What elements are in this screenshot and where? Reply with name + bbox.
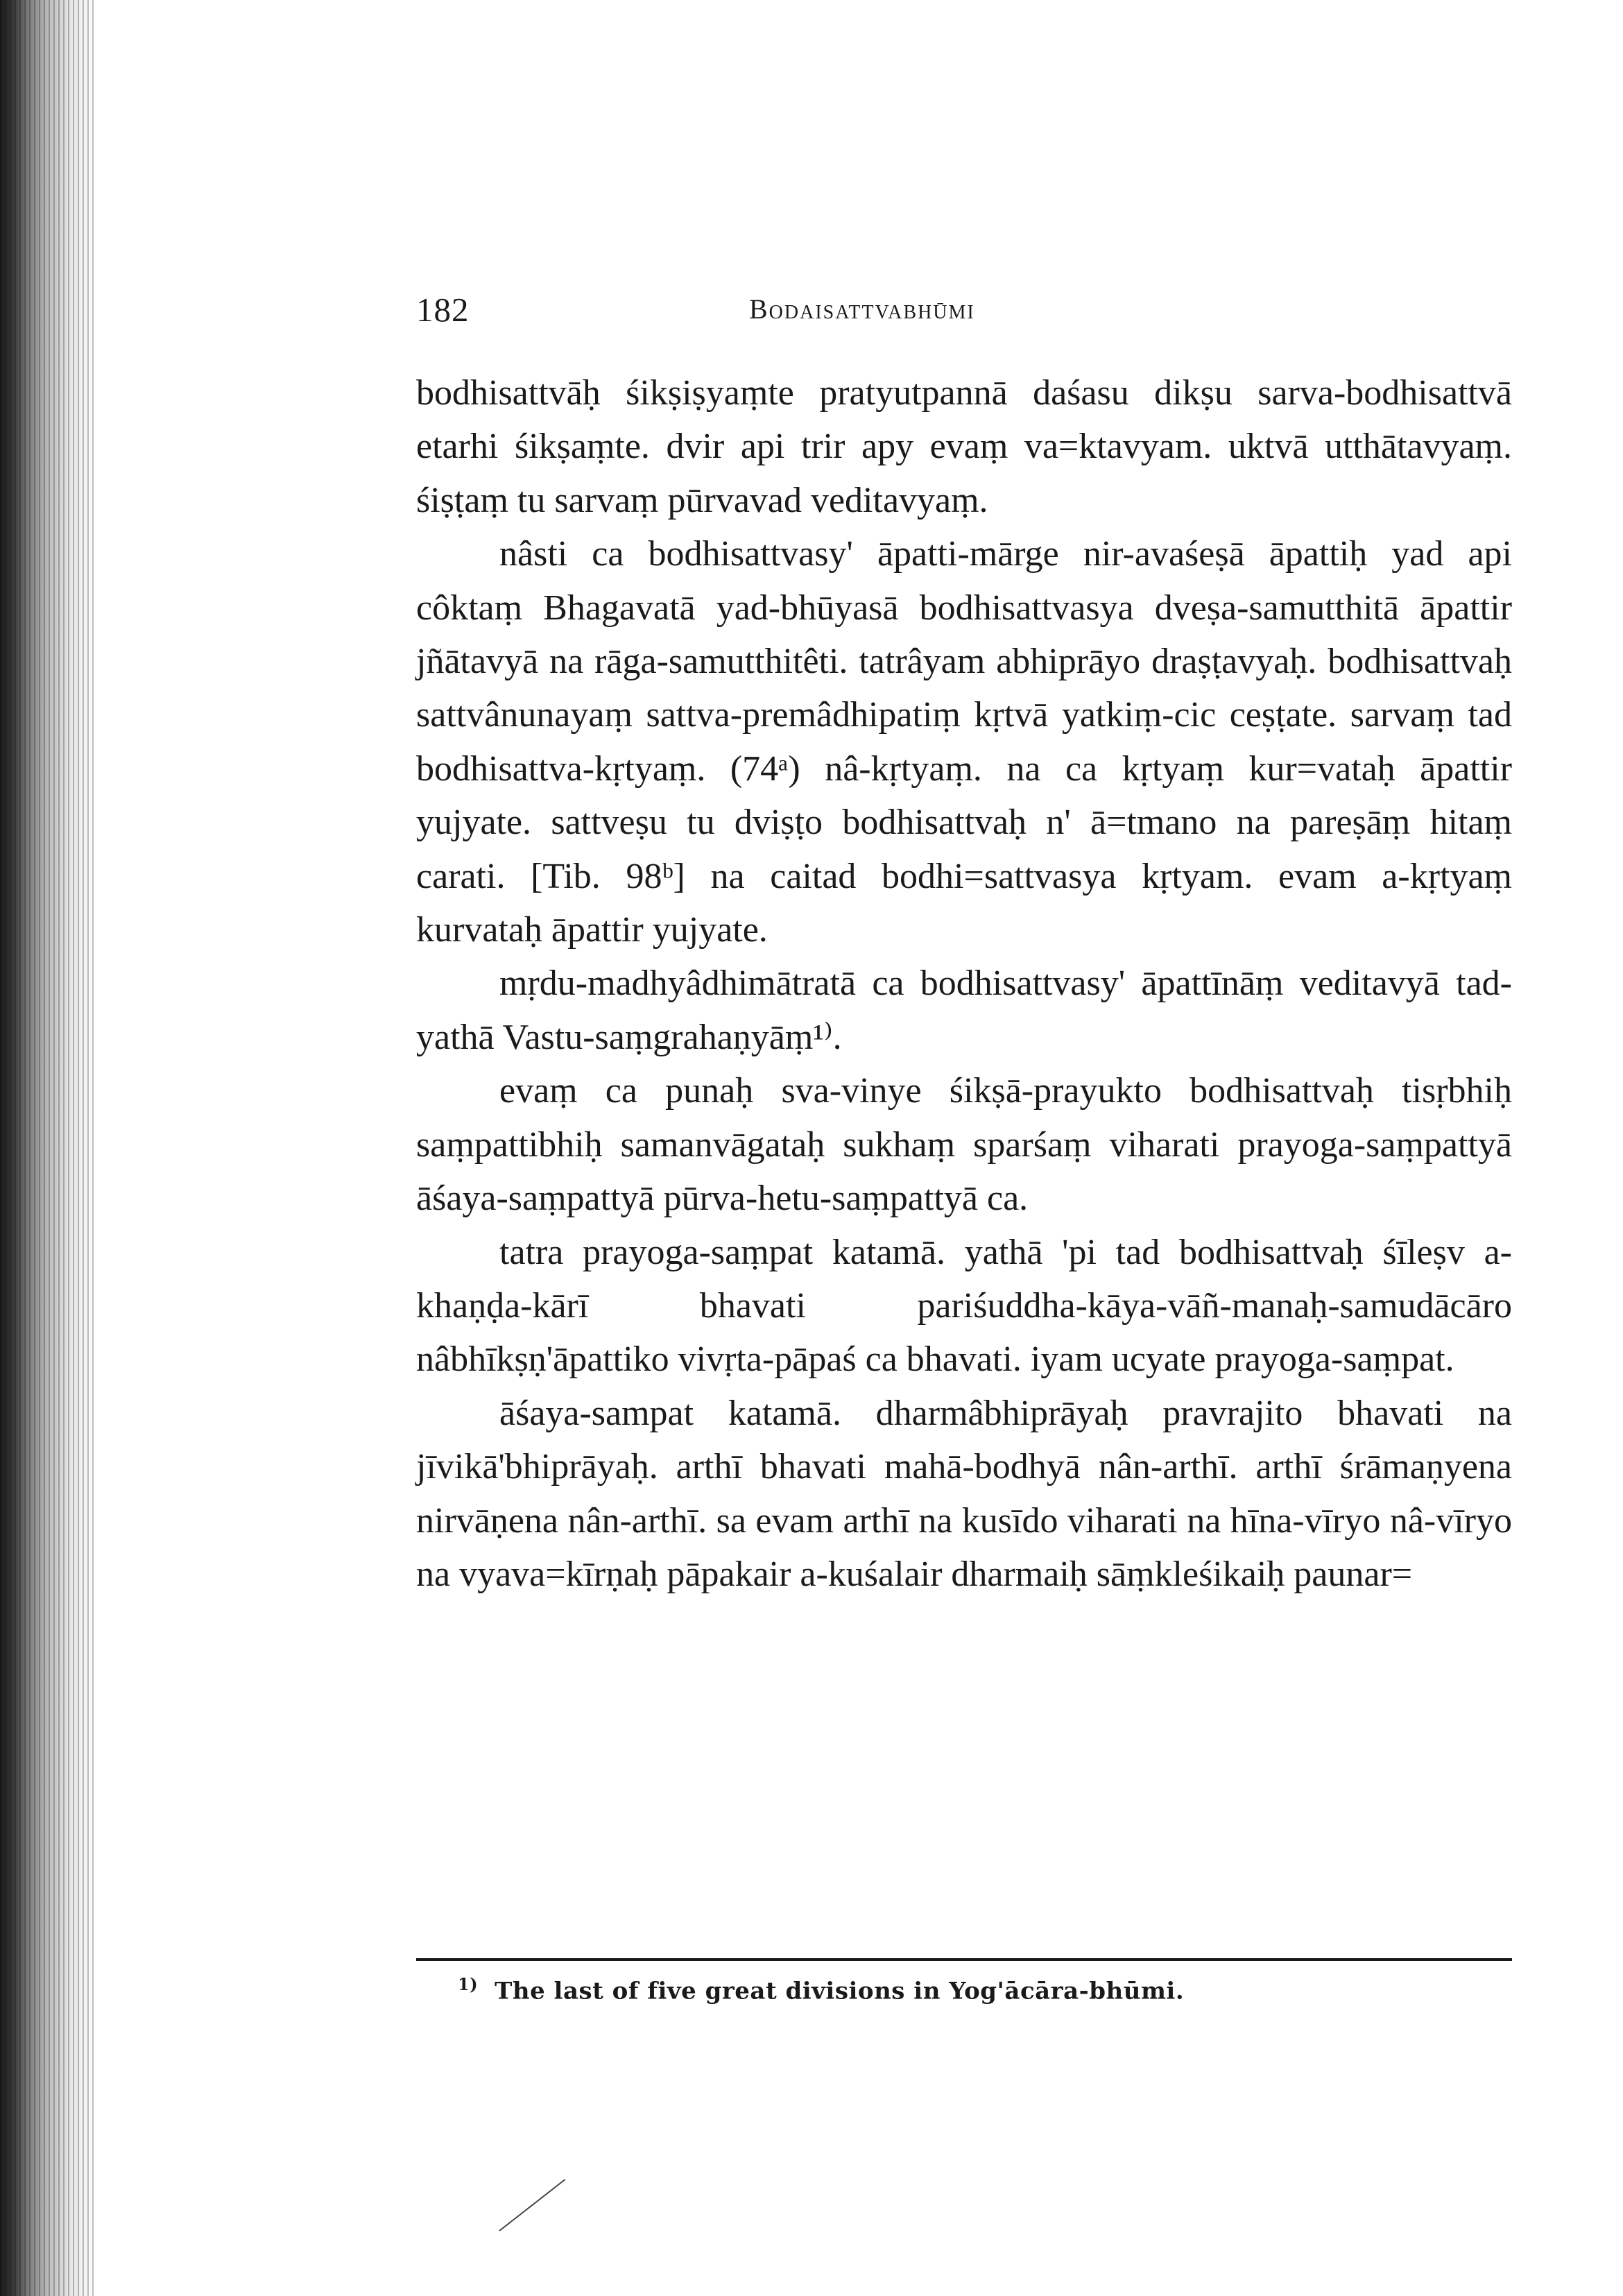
- footnote-text: The last of five great divisions in Yog'ācāra-bhūmi.: [495, 1977, 1185, 2005]
- page-number: 182: [416, 291, 470, 329]
- paragraph-5: tatra prayoga-saṃpat katamā. yathā 'pi tad bodhisattvaḥ śīleṣv a-khaṇḍa-kārī bhavati pariśuddha-kāya-vāñ-manaḥ-samudācāro nâbhīkṣṇ'āpattiko vivṛta-pāpaś ca bhavati. iyam ucyate prayoga-saṃpat.: [416, 1232, 1512, 1380]
- page-binding-texture: [0, 0, 97, 2296]
- paragraph-4: evaṃ ca punaḥ sva-vinye śikṣā-prayukto bodhisattvaḥ tisṛbhiḥ saṃpattibhiḥ samanvāgataḥ sukhaṃ sparśaṃ viharati prayoga-saṃpattyā āśaya-saṃpattyā pūrva-hetu-saṃpattyā ca.: [416, 1071, 1512, 1219]
- footnote-divider: [416, 1958, 1512, 1961]
- paragraph-3: mṛdu-madhyâdhimātratā ca bodhisattvasy' āpattīnāṃ veditavyā tad-yathā Vastu-saṃgrahaṇyāṃ¹⁾.: [416, 963, 1512, 1057]
- footnote-marker: 1): [458, 1974, 479, 1994]
- running-title: Bodaisattvabhūmi: [749, 293, 975, 325]
- main-text: [416, 366, 1512, 1601]
- page-header: [416, 290, 1512, 345]
- stray-pen-mark: [499, 2179, 565, 2231]
- footnote: [458, 1974, 1498, 2005]
- paragraph-6: āśaya-sampat katamā. dharmâbhiprāyaḥ pravrajito bhavati na jīvikā'bhiprāyaḥ. arthī bhavati mahā-bodhyā nân-arthī. arthī śrāmaṇyena nirvāṇena nân-arthī. sa evam arthī na kusīdo viharati na hīna-vīryo nâ-vīryo na vyava=kīrṇaḥ pāpakair a-kuśalair dharmaiḥ sāṃkleśikaiḥ paunar=: [416, 1393, 1512, 1594]
- paragraph-1: bodhisattvāḥ śikṣiṣyaṃte pratyutpannā daśasu dikṣu sarva-bodhisattvā etarhi śikṣaṃte. dvir api trir apy evaṃ va=ktavyam. uktvā utthātavyaṃ. śiṣṭaṃ tu sarvaṃ pūrvavad veditavyaṃ.: [416, 373, 1512, 520]
- paragraph-2: nâsti ca bodhisattvasy' āpatti-mārge nir-avaśeṣā āpattiḥ yad api côktaṃ Bhagavatā yad-bhūyasā bodhisattvasya dveṣa-samutthitā āpattir jñātavyā na rāga-samutthitêti. tatrâyam abhiprāyo draṣṭavyaḥ. bodhisattvaḥ sattvânunayaṃ sattva-premâdhipatiṃ kṛtvā yatkiṃ-cic ceṣṭate. sarvaṃ tad bodhisattva-kṛtyaṃ. (74ᵃ) nâ-kṛtyaṃ. na ca kṛtyaṃ kur=vataḥ āpattir yujyate. sattveṣu tu dviṣṭo bodhisattvaḥ n' ā=tmano na pareṣāṃ hitaṃ carati. [Tib. 98ᵇ] na caitad bodhi=sattvasya kṛtyam. evam a-kṛtyaṃ kurvataḥ āpattir yujyate.: [416, 534, 1512, 950]
